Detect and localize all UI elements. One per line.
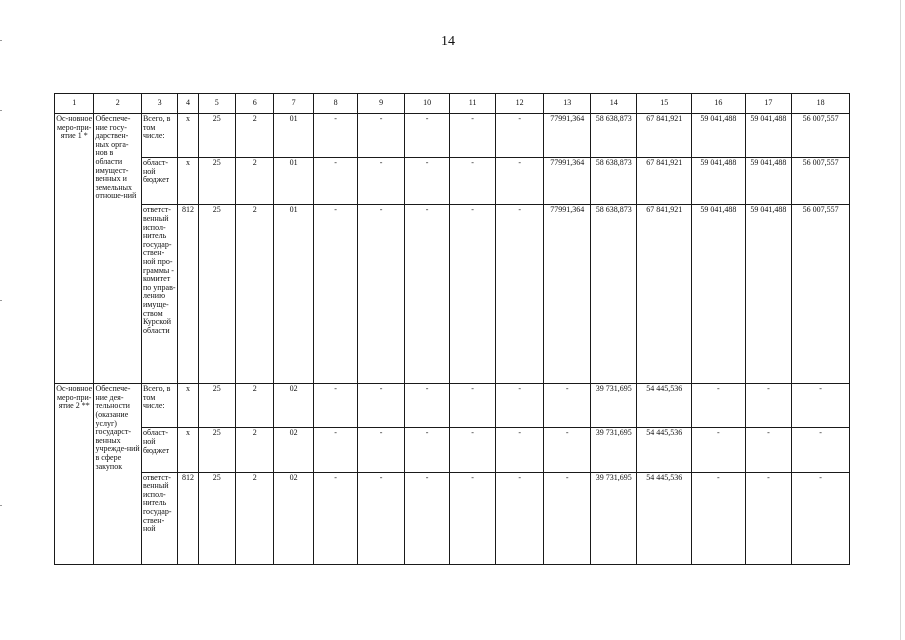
header-cell: 15 bbox=[637, 94, 692, 114]
table-cell: - bbox=[313, 158, 358, 205]
table-cell: 59 041,488 bbox=[745, 158, 792, 205]
funding-source-cell: ответст-венный испол-нитель государ-ствен-ной про-граммы - комитет по управ-лению имуще-ством Курской области bbox=[141, 205, 177, 384]
table-cell: 39 731,695 bbox=[590, 428, 637, 472]
table-cell: - bbox=[544, 428, 591, 472]
table-cell: 67 841,921 bbox=[637, 114, 692, 158]
table-cell: - bbox=[358, 158, 405, 205]
page-number: 14 bbox=[441, 34, 455, 49]
table-cell: 2 bbox=[236, 158, 274, 205]
table-row bbox=[55, 472, 850, 564]
table-cell: - bbox=[692, 384, 746, 428]
table-cell: 39 731,695 bbox=[590, 384, 637, 428]
header-cell: 13 bbox=[544, 94, 591, 114]
table-cell: 77991,364 bbox=[544, 114, 591, 158]
table-cell: 54 445,536 bbox=[637, 472, 692, 564]
table-cell: 01 bbox=[274, 205, 313, 384]
header-cell: 2 bbox=[94, 94, 142, 114]
header-cell: 8 bbox=[313, 94, 358, 114]
table-cell: 56 007,557 bbox=[792, 158, 850, 205]
table-cell: 25 bbox=[198, 158, 235, 205]
table-cell: - bbox=[404, 158, 450, 205]
table-cell: 59 041,488 bbox=[745, 205, 792, 384]
table-cell: - bbox=[495, 384, 544, 428]
table-cell: - bbox=[404, 205, 450, 384]
table-cell: - bbox=[495, 158, 544, 205]
table-cell: - bbox=[358, 114, 405, 158]
scan-mark bbox=[0, 40, 2, 41]
table-cell: - bbox=[404, 114, 450, 158]
table-cell: 39 731,695 bbox=[590, 472, 637, 564]
table-cell: - bbox=[313, 384, 358, 428]
header-cell: 3 bbox=[141, 94, 177, 114]
table-cell: 67 841,921 bbox=[637, 158, 692, 205]
table-cell: 54 445,536 bbox=[637, 428, 692, 472]
table-cell: 25 bbox=[198, 114, 235, 158]
table-cell: - bbox=[450, 114, 496, 158]
table-cell: - bbox=[404, 472, 450, 564]
table-cell: x bbox=[178, 114, 198, 158]
table-cell: 54 445,536 bbox=[637, 384, 692, 428]
table-cell: 58 638,873 bbox=[590, 158, 637, 205]
table-cell: 02 bbox=[274, 384, 313, 428]
table-cell: - bbox=[495, 428, 544, 472]
table-cell: - bbox=[450, 205, 496, 384]
funding-source-cell: Всего, в том числе: bbox=[141, 384, 177, 428]
table-cell: 25 bbox=[198, 205, 235, 384]
table-cell: 59 041,488 bbox=[692, 158, 746, 205]
table-cell: 2 bbox=[236, 114, 274, 158]
header-cell: 5 bbox=[198, 94, 235, 114]
header-cell: 9 bbox=[358, 94, 405, 114]
table-cell: - bbox=[745, 472, 792, 564]
table-cell: - bbox=[313, 472, 358, 564]
table-cell: - bbox=[358, 205, 405, 384]
scan-mark bbox=[0, 110, 2, 111]
table-cell: - bbox=[495, 205, 544, 384]
table-cell: 812 bbox=[178, 472, 198, 564]
table-cell: 77991,364 bbox=[544, 205, 591, 384]
table-cell: 25 bbox=[198, 472, 235, 564]
scan-mark bbox=[0, 300, 2, 301]
table-cell: 2 bbox=[236, 384, 274, 428]
header-cell: 12 bbox=[495, 94, 544, 114]
table-cell: 25 bbox=[198, 428, 235, 472]
table-cell: - bbox=[495, 114, 544, 158]
funding-source-cell: област-ной бюджет bbox=[141, 158, 177, 205]
funding-source-cell: ответст-венный испол-нитель государ-ствен-ной bbox=[141, 472, 177, 564]
table-cell: 2 bbox=[236, 472, 274, 564]
table-cell: - bbox=[358, 428, 405, 472]
table-cell: x bbox=[178, 158, 198, 205]
table-cell: - bbox=[692, 472, 746, 564]
table-row bbox=[55, 114, 850, 158]
measure-cell: Ос-новное меро-при-ятие 2 ** bbox=[55, 384, 94, 565]
header-cell: 11 bbox=[450, 94, 496, 114]
table-cell: 25 bbox=[198, 384, 235, 428]
table-cell: 56 007,557 bbox=[792, 114, 850, 158]
table-cell: - bbox=[358, 472, 405, 564]
header-cell: 10 bbox=[404, 94, 450, 114]
table-row bbox=[55, 428, 850, 472]
table-cell: - bbox=[792, 384, 850, 428]
table-cell: 56 007,557 bbox=[792, 205, 850, 384]
table-cell: 02 bbox=[274, 472, 313, 564]
header-cell: 14 bbox=[590, 94, 637, 114]
table-cell: - bbox=[544, 384, 591, 428]
table-cell: - bbox=[450, 158, 496, 205]
table-cell: - bbox=[358, 384, 405, 428]
table-cell: - bbox=[313, 428, 358, 472]
table-cell: - bbox=[544, 472, 591, 564]
table-cell: 2 bbox=[236, 205, 274, 384]
table-cell: 77991,364 bbox=[544, 158, 591, 205]
table-cell: 59 041,488 bbox=[692, 205, 746, 384]
scan-mark bbox=[0, 505, 2, 506]
table-cell: - bbox=[495, 472, 544, 564]
table-row bbox=[55, 205, 850, 384]
table-cell: 59 041,488 bbox=[692, 114, 746, 158]
description-cell: Обеспече-ние госу-дарствен-ных орга-нов в области имущест-венных и земельных отноше-ний bbox=[94, 114, 142, 384]
table-cell: - bbox=[450, 384, 496, 428]
table-cell: - bbox=[792, 472, 850, 564]
funding-source-cell: област-ной бюджет bbox=[141, 428, 177, 472]
table-cell: 01 bbox=[274, 158, 313, 205]
table-cell: - bbox=[692, 428, 746, 472]
table-cell: - bbox=[792, 428, 850, 472]
header-cell: 6 bbox=[236, 94, 274, 114]
header-cell: 1 bbox=[55, 94, 94, 114]
table-cell: 67 841,921 bbox=[637, 205, 692, 384]
header-row bbox=[55, 94, 850, 114]
table-cell: 02 bbox=[274, 428, 313, 472]
table-cell: - bbox=[313, 114, 358, 158]
measure-cell: Ос-новное меро-при-ятие 1 * bbox=[55, 114, 94, 384]
table-cell: - bbox=[745, 428, 792, 472]
table-cell: - bbox=[745, 384, 792, 428]
header-cell: 18 bbox=[792, 94, 850, 114]
description-cell: Обеспече-ние дея-тельности (оказание услуг) государст-венных учрежде-ний в сфере закупок bbox=[94, 384, 142, 565]
table-cell: 2 bbox=[236, 428, 274, 472]
table-cell: - bbox=[404, 384, 450, 428]
header-cell: 7 bbox=[274, 94, 313, 114]
table-cell: 59 041,488 bbox=[745, 114, 792, 158]
table-cell: x bbox=[178, 428, 198, 472]
table-cell: - bbox=[450, 428, 496, 472]
table-cell: 58 638,873 bbox=[590, 114, 637, 158]
table-cell: - bbox=[313, 205, 358, 384]
table-cell: 58 638,873 bbox=[590, 205, 637, 384]
table-cell: 01 bbox=[274, 114, 313, 158]
budget-table bbox=[54, 93, 850, 565]
table-cell: - bbox=[450, 472, 496, 564]
header-cell: 4 bbox=[178, 94, 198, 114]
table-row bbox=[55, 384, 850, 428]
table-row bbox=[55, 158, 850, 205]
funding-source-cell: Всего, в том числе: bbox=[141, 114, 177, 158]
table-cell: x bbox=[178, 384, 198, 428]
table-cell: 812 bbox=[178, 205, 198, 384]
table-cell: - bbox=[404, 428, 450, 472]
header-cell: 17 bbox=[745, 94, 792, 114]
scan-edge bbox=[900, 0, 901, 640]
header-cell: 16 bbox=[692, 94, 746, 114]
